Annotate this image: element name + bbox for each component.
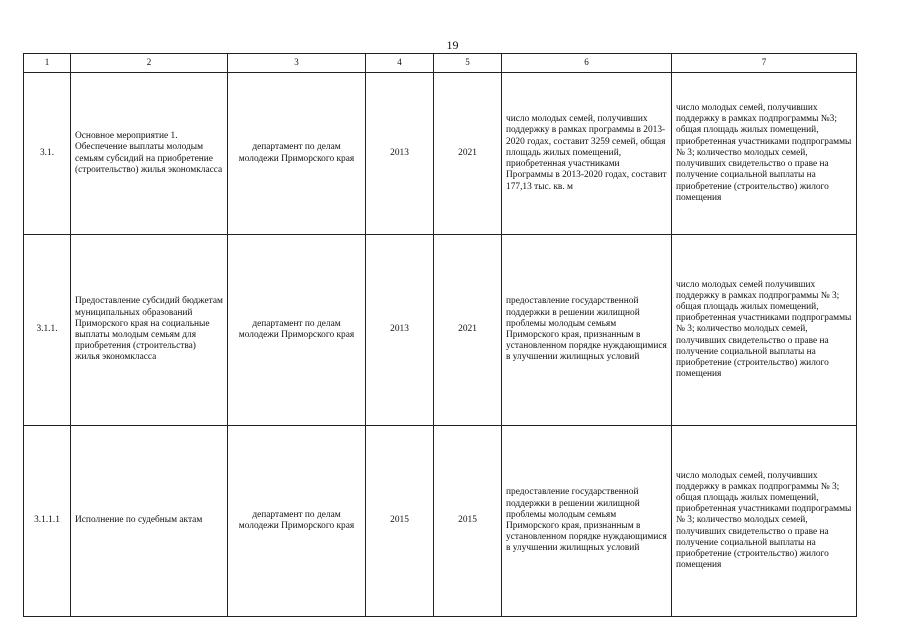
table-row [24,235,857,426]
executor: департамент по делам молодежи Приморского края [228,73,366,235]
table-row [24,73,857,235]
measure-name: Предоставление субсидий бюджетам муниципальных образований Приморского края на социальные выплаты молодым семьям для приобретения (строительства) жилья экономкласса [71,235,228,426]
expected-result: предоставление государственной поддержки в решении жилищной проблемы молодым семьям Приморского края, признанным в установленном порядке нуждающимися в улучшении жилищных условий [502,426,672,617]
header-row [24,54,857,73]
page-number: 19 [446,38,459,52]
row-number: 3.1.1.1 [24,426,71,617]
header-cell: 5 [434,54,502,73]
header-cell: 6 [502,54,672,73]
row-number: 3.1. [24,73,71,235]
header-cell: 2 [71,54,228,73]
indicators: число молодых семей, получивших поддержку в рамках подпрограммы №3; общая площадь жилых помещений, приобретенная участниками подпрограммы № 3; количество молодых семей, получивших свидетельство о праве на получение социальной выплаты на приобретение (строительство) жилого помещения [672,73,857,235]
header-cell: 3 [228,54,366,73]
start-year: 2015 [366,426,434,617]
indicators: число молодых семей, получивших поддержку в рамках подпрограммы № 3; общая площадь жилых помещений, приобретенная участниками подпрограммы № 3; количество молодых семей, получивших свидетельство о праве на получение социальной выплаты на приобретение (строительство) жилого помещения [672,426,857,617]
expected-result: число молодых семей, получивших поддержку в рамках программы в 2013-2020 годах, составит 3259 семей, общая площадь жилых помещений, приобретенная участниками Программы в 2013-2020 годах, составит 177,13 тыс. кв. м [502,73,672,235]
start-year: 2013 [366,235,434,426]
header-cell: 7 [672,54,857,73]
end-year: 2015 [434,426,502,617]
indicators: число молодых семей получивших поддержку в рамках подпрограммы № 3; общая площадь жилых помещений, приобретенная участниками подпрограммы № 3; количество молодых семей, получивших свидетельство о праве на получение социальной выплаты на приобретение (строительство) жилого помещения [672,235,857,426]
row-number: 3.1.1. [24,235,71,426]
header-cell: 1 [24,54,71,73]
header-cell: 4 [366,54,434,73]
measure-name: Основное мероприятие 1. Обеспечение выплаты молодым семьям субсидий на приобретение (строительство) жилья экономкласса [71,73,228,235]
end-year: 2021 [434,235,502,426]
table-row [24,426,857,617]
executor: департамент по делам молодежи Приморского края [228,235,366,426]
program-table [23,53,857,617]
start-year: 2013 [366,73,434,235]
expected-result: предоставление государственной поддержки в решении жилищной проблемы молодым семьям Приморского края, признанным в установленном порядке нуждающимися в улучшении жилищных условий [502,235,672,426]
executor: департамент по делам молодежи Приморского края [228,426,366,617]
end-year: 2021 [434,73,502,235]
measure-name: Исполнение по судебным актам [71,426,228,617]
